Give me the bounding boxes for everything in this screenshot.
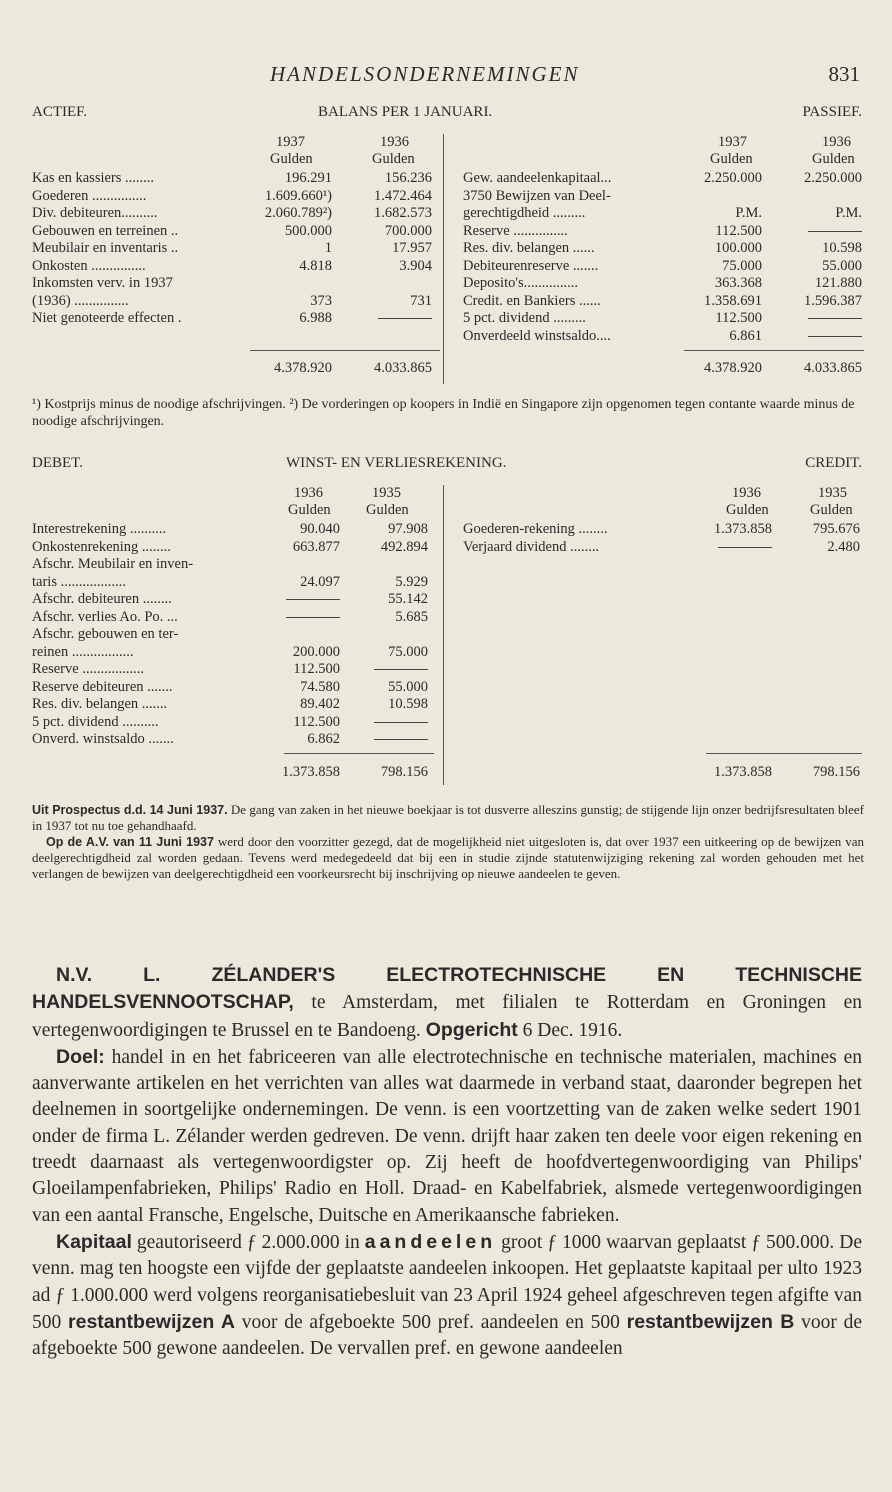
- note-text: werd door den voorzitter gezegd, dat de mogelijkheid niet uitgesloten is, dat over 1937 een uitkeering op de bewijzen van deelgerechtigdheid zal worden gedaan. Tevens werd medegedeeld dat bij een in studie zijnde statutenwijziging rekening zal worden gehouden met het verlangen de bewijzen van deelgerechtigdheid een voorkeursrecht bij inschrijving op nieuwe aandeelen te geven.: [32, 834, 864, 881]
- row-label: Reserve ...............: [463, 222, 568, 239]
- row-value: 74.580: [300, 678, 340, 695]
- table-row: [32, 521, 432, 539]
- row-value: 5.929: [395, 573, 428, 590]
- row-value: [344, 731, 428, 748]
- row-value: 1.596.387: [804, 292, 862, 309]
- row-value: 2.060.789²): [264, 205, 332, 221]
- col-unit: Gulden: [710, 151, 753, 167]
- row-value: 731: [410, 292, 432, 309]
- passief-list: [463, 170, 863, 345]
- winst-column-headers: [0, 485, 892, 521]
- row-value: 1.472.464: [374, 187, 432, 204]
- table-row: [32, 539, 432, 557]
- table-row: [32, 188, 432, 206]
- row-label: 5 pct. dividend ..........: [32, 713, 159, 730]
- balans-title: BALANS PER 1 JANUARI.: [318, 104, 493, 120]
- row-label: Afschr. verlies Ao. Po. ...: [32, 608, 178, 625]
- row-value: [240, 591, 340, 608]
- row-label: Div. debiteuren..........: [32, 205, 158, 221]
- table-row: [32, 205, 432, 223]
- row-label: reinen .................: [32, 643, 134, 660]
- row-value: [240, 609, 340, 626]
- row-value: 1.373.858: [714, 521, 772, 537]
- row-value: 156.236: [384, 170, 432, 186]
- credit-list: [463, 521, 863, 556]
- row-value: 795.676: [812, 521, 860, 537]
- table-row: [32, 170, 432, 188]
- row-label: Goederen-rekening ........: [463, 521, 608, 537]
- total-value: 4.033.865: [374, 360, 432, 376]
- row-label: gerechtigdheid .........: [463, 205, 586, 221]
- restant-b: restantbewijzen B: [626, 1310, 795, 1333]
- kapitaal-text: voor de afgeboekte 500 gewone aandeelen. De vervallen pref. en gewone aandeelen: [32, 1311, 862, 1360]
- table-row: [32, 679, 432, 697]
- winst-title: WINST- EN VERLIESREKENING.: [286, 455, 507, 471]
- col-year: 1937: [718, 134, 747, 150]
- opgericht-value: 6 Dec. 1916.: [517, 1019, 623, 1041]
- total-value: 1.373.858: [714, 764, 772, 780]
- col-year: 1937: [276, 134, 305, 150]
- table-row: [32, 609, 432, 627]
- row-value: 4.818: [299, 257, 332, 274]
- table-row: [463, 310, 863, 328]
- row-label: Deposito's...............: [463, 275, 578, 291]
- company-name: N.V. L. ZÉLANDER'S ELECTROTECHNISCHE EN TECHNISCHE HANDELSVENNOOTSCHAP,: [32, 964, 862, 1014]
- row-value: 100.000: [714, 240, 762, 256]
- row-value: 90.040: [300, 521, 340, 537]
- total-rule: [284, 753, 434, 754]
- row-value: 10.598: [822, 240, 862, 256]
- col-unit: Gulden: [810, 502, 853, 518]
- row-label: 5 pct. dividend .........: [463, 310, 586, 326]
- table-row: [32, 591, 432, 609]
- col-year: 1936: [294, 485, 323, 501]
- row-value: 492.894: [380, 538, 428, 555]
- row-value: 2.480: [827, 538, 860, 555]
- table-row: [32, 293, 432, 311]
- row-value: 373: [310, 292, 332, 309]
- table-row: [463, 521, 863, 539]
- kapitaal-label: Kapitaal: [56, 1230, 132, 1253]
- row-label: Onverdeeld winstsaldo....: [463, 327, 611, 344]
- table-row: [463, 275, 863, 293]
- kapitaal-text: geautoriseerd ƒ 2.000.000 in: [131, 1231, 365, 1253]
- row-label: taris ..................: [32, 573, 126, 590]
- row-value: 6.861: [729, 327, 762, 344]
- nil-dash: [374, 739, 428, 740]
- row-value: P.M.: [835, 205, 862, 221]
- row-value: [344, 661, 428, 678]
- total-value: 4.378.920: [704, 360, 762, 376]
- total-value: 1.373.858: [282, 764, 340, 780]
- row-label: Inkomsten verv. in 1937: [32, 275, 173, 291]
- winst-table: [0, 455, 892, 785]
- row-label: Res. div. belangen ......: [463, 240, 595, 256]
- total-value: 4.033.865: [804, 360, 862, 376]
- row-value: 363.368: [714, 275, 762, 291]
- row-value: 663.877: [292, 538, 340, 555]
- table-row: [463, 205, 863, 223]
- col-year: 1936: [380, 134, 409, 150]
- table-row: [32, 310, 432, 328]
- table-row: [32, 240, 432, 258]
- row-label: (1936) ...............: [32, 292, 129, 309]
- prospectus-notes: [32, 802, 864, 882]
- running-title: HANDELSONDERNEMINGEN: [270, 62, 580, 86]
- row-value: P.M.: [735, 205, 762, 221]
- row-value: [676, 539, 772, 556]
- winst-totals: [0, 764, 892, 782]
- row-value: 75.000: [722, 257, 762, 274]
- table-row: [32, 661, 432, 679]
- page-number: 831: [828, 62, 860, 86]
- table-row: [463, 293, 863, 311]
- row-label: Onverd. winstsaldo .......: [32, 731, 174, 747]
- table-row: [463, 188, 863, 206]
- row-value: 2.250.000: [704, 170, 762, 186]
- table-row: [32, 223, 432, 241]
- table-row: [463, 539, 863, 557]
- table-row: [463, 240, 863, 258]
- row-value: 121.880: [814, 275, 862, 291]
- column-divider: [443, 134, 444, 384]
- row-value: 200.000: [292, 643, 340, 660]
- row-value: 55.000: [822, 257, 862, 274]
- kapitaal-text: groot ƒ 1000 waarvan geplaatst ƒ 500.000. De venn. mag ten hoogste een vijfde der geplaatste aandeelen inkoopen. Het geplaatste kapitaal per ulto 1923 ad ƒ 1.000.000 werd volgens reorganisatiebesluit van 23 April 1924 geheel afgeschreven tegen afgifte van 500: [32, 1231, 862, 1333]
- table-row: [463, 170, 863, 188]
- row-label: Reserve debiteuren .......: [32, 678, 173, 695]
- note-lead: Op de A.V. van 11 Juni 1937: [46, 835, 214, 849]
- note-paragraph: [32, 834, 864, 882]
- nil-dash: [374, 722, 428, 723]
- row-value: 55.000: [388, 678, 428, 695]
- col-unit: Gulden: [812, 151, 855, 167]
- nil-dash: [808, 318, 862, 319]
- total-value: 4.378.920: [274, 360, 332, 376]
- row-value: 3.904: [399, 257, 432, 274]
- row-value: 112.500: [293, 661, 340, 677]
- row-value: [766, 328, 862, 345]
- note-lead: Uit Prospectus d.d. 14 Juni 1937.: [32, 803, 228, 817]
- debet-heading: DEBET.: [32, 455, 83, 471]
- col-unit: Gulden: [270, 151, 313, 167]
- row-label: Credit. en Bankiers ......: [463, 292, 601, 309]
- row-value: [766, 223, 862, 240]
- row-label: Afschr. Meubilair en inven-: [32, 556, 194, 572]
- row-label: Interestrekening ..........: [32, 521, 167, 537]
- row-label: Res. div. belangen .......: [32, 696, 168, 712]
- total-rule: [684, 350, 864, 351]
- nil-dash: [286, 599, 340, 600]
- row-label: Debiteurenreserve .......: [463, 257, 599, 274]
- row-value: 10.598: [388, 696, 428, 712]
- row-label: Reserve .................: [32, 661, 144, 677]
- row-label: Onkostenrekening ........: [32, 538, 171, 555]
- doel-label: Doel:: [56, 1045, 105, 1068]
- row-label: Gebouwen en terreinen ..: [32, 222, 179, 239]
- total-value: 798.156: [380, 764, 428, 780]
- kapitaal-paragraph: [32, 1229, 862, 1362]
- row-value: 75.000: [388, 643, 428, 660]
- col-year: 1935: [372, 485, 401, 501]
- balans-headings: [0, 104, 892, 122]
- nil-dash: [808, 231, 862, 232]
- row-value: 196.291: [284, 170, 332, 186]
- row-value: 112.500: [715, 222, 762, 239]
- total-rule: [250, 350, 440, 351]
- actief-heading: ACTIEF.: [32, 104, 88, 120]
- row-label: Afschr. gebouwen en ter-: [32, 626, 179, 642]
- row-value: 89.402: [300, 696, 340, 712]
- col-unit: Gulden: [372, 151, 415, 167]
- row-value: 700.000: [384, 222, 432, 239]
- table-row: [463, 223, 863, 241]
- row-label: Kas en kassiers ........: [32, 170, 155, 186]
- note-text: De gang van zaken in het nieuwe boekjaar is tot dusverre alleszins gunstig; de stijgende lijn onzer bedrijfsresultaten bleef in 1937 tot nu toe gehandhaafd.: [32, 802, 864, 833]
- row-label: Goederen ...............: [32, 187, 147, 204]
- row-value: [344, 714, 428, 731]
- table-row: [463, 328, 863, 346]
- aandeelen-word: aandeelen: [364, 1230, 497, 1253]
- actief-list: [32, 170, 432, 328]
- row-value: 24.097: [300, 573, 340, 590]
- table-row: [32, 574, 432, 592]
- opgericht-label: Opgericht: [425, 1018, 518, 1041]
- row-value: [336, 310, 432, 327]
- running-head: [0, 62, 892, 88]
- table-row: [32, 275, 432, 293]
- table-row: [32, 696, 432, 714]
- company-intro-text: te Amsterdam, met filialen te Rotterdam en Groningen en vertegenwoordigingen te Brussel en te Bandoeng.: [32, 992, 862, 1041]
- column-divider: [443, 485, 444, 785]
- row-value: 1: [324, 240, 332, 256]
- table-row: [32, 714, 432, 732]
- row-value: 2.250.000: [804, 170, 862, 186]
- row-value: 500.000: [284, 222, 332, 239]
- row-value: 55.142: [388, 591, 428, 607]
- row-value: 1.682.573: [374, 205, 432, 221]
- total-value: 798.156: [812, 764, 860, 780]
- table-row: [32, 626, 432, 644]
- kapitaal-text: voor de afgeboekte 500 pref. aandeelen en 500: [234, 1311, 627, 1333]
- col-unit: Gulden: [366, 502, 409, 518]
- row-label: Niet genoteerde effecten .: [32, 310, 182, 326]
- balans-column-headers: [0, 134, 892, 170]
- total-rule: [706, 753, 862, 754]
- col-unit: Gulden: [288, 502, 331, 518]
- row-label: Afschr. debiteuren ........: [32, 591, 172, 607]
- row-value: [766, 310, 862, 327]
- row-value: 5.685: [395, 608, 428, 625]
- table-row: [32, 556, 432, 574]
- row-value: 6.862: [307, 731, 340, 747]
- row-value: 97.908: [388, 521, 428, 537]
- row-value: 17.957: [392, 240, 432, 256]
- row-value: 112.500: [293, 713, 340, 730]
- row-value: 1.609.660¹): [264, 187, 332, 204]
- row-label: Verjaard dividend ........: [463, 538, 600, 555]
- nil-dash: [808, 336, 862, 337]
- table-row: [32, 731, 432, 749]
- footnote: ¹) Kostprijs minus de noodige afschrijvingen. ²) De vorderingen op koopers in Indië en Singapore zijn opgenomen tegen contante waarde minus de noodige afschrijvingen.: [32, 397, 855, 429]
- col-year: 1936: [732, 485, 761, 501]
- passief-heading: PASSIEF.: [802, 104, 862, 120]
- col-unit: Gulden: [726, 502, 769, 518]
- nil-dash: [286, 617, 340, 618]
- balans-totals: [0, 360, 892, 378]
- doel-text: handel in en het fabriceeren van alle electrotechnische en technische materialen, machines en aanverwante artikelen en het verrichten van alles wat daarmede in verband staat, daaronder begrepen het deelnemen in soortgelijke ondernemingen. De venn. is een voortzetting van de zaken welke sedert 1901 onder de firma L. Zélander werden gedreven. De venn. drijft haar zaken ten deele voor eigen rekening en treedt daarnaast als vertegenwoordigster op. Zij heeft de hoofdvertegenwoordiging van Philips' Gloeilampenfabrieken, Philips' Radio en Holl. Draad- en Kabelfabriek, alsmede vertegenwoordigingen van een aantal Fransche, Engelsche, Duitsche en Amerikaansche fabrieken.: [32, 1046, 862, 1226]
- col-year: 1936: [822, 134, 851, 150]
- table-row: [32, 644, 432, 662]
- winst-headings: [0, 455, 892, 473]
- row-value: 112.500: [715, 310, 762, 326]
- row-label: Meubilair en inventaris ..: [32, 240, 179, 256]
- nil-dash: [378, 318, 432, 319]
- nil-dash: [374, 669, 428, 670]
- row-label: Gew. aandeelenkapitaal...: [463, 170, 612, 186]
- row-label: Onkosten ...............: [32, 257, 146, 274]
- note-paragraph: [32, 802, 864, 834]
- nil-dash: [718, 547, 772, 548]
- row-label: 3750 Bewijzen van Deel-: [463, 187, 611, 204]
- row-value: 1.358.691: [704, 292, 762, 309]
- credit-heading: CREDIT.: [805, 455, 862, 471]
- balans-table: [0, 104, 892, 384]
- row-value: 6.988: [299, 310, 332, 326]
- company-intro: [32, 962, 862, 1044]
- company-description: [32, 962, 862, 1362]
- restant-a: restantbewijzen A: [68, 1310, 235, 1333]
- table-row: [32, 258, 432, 276]
- debet-list: [32, 521, 432, 749]
- col-year: 1935: [818, 485, 847, 501]
- table-row: [463, 258, 863, 276]
- doel-paragraph: [32, 1044, 862, 1229]
